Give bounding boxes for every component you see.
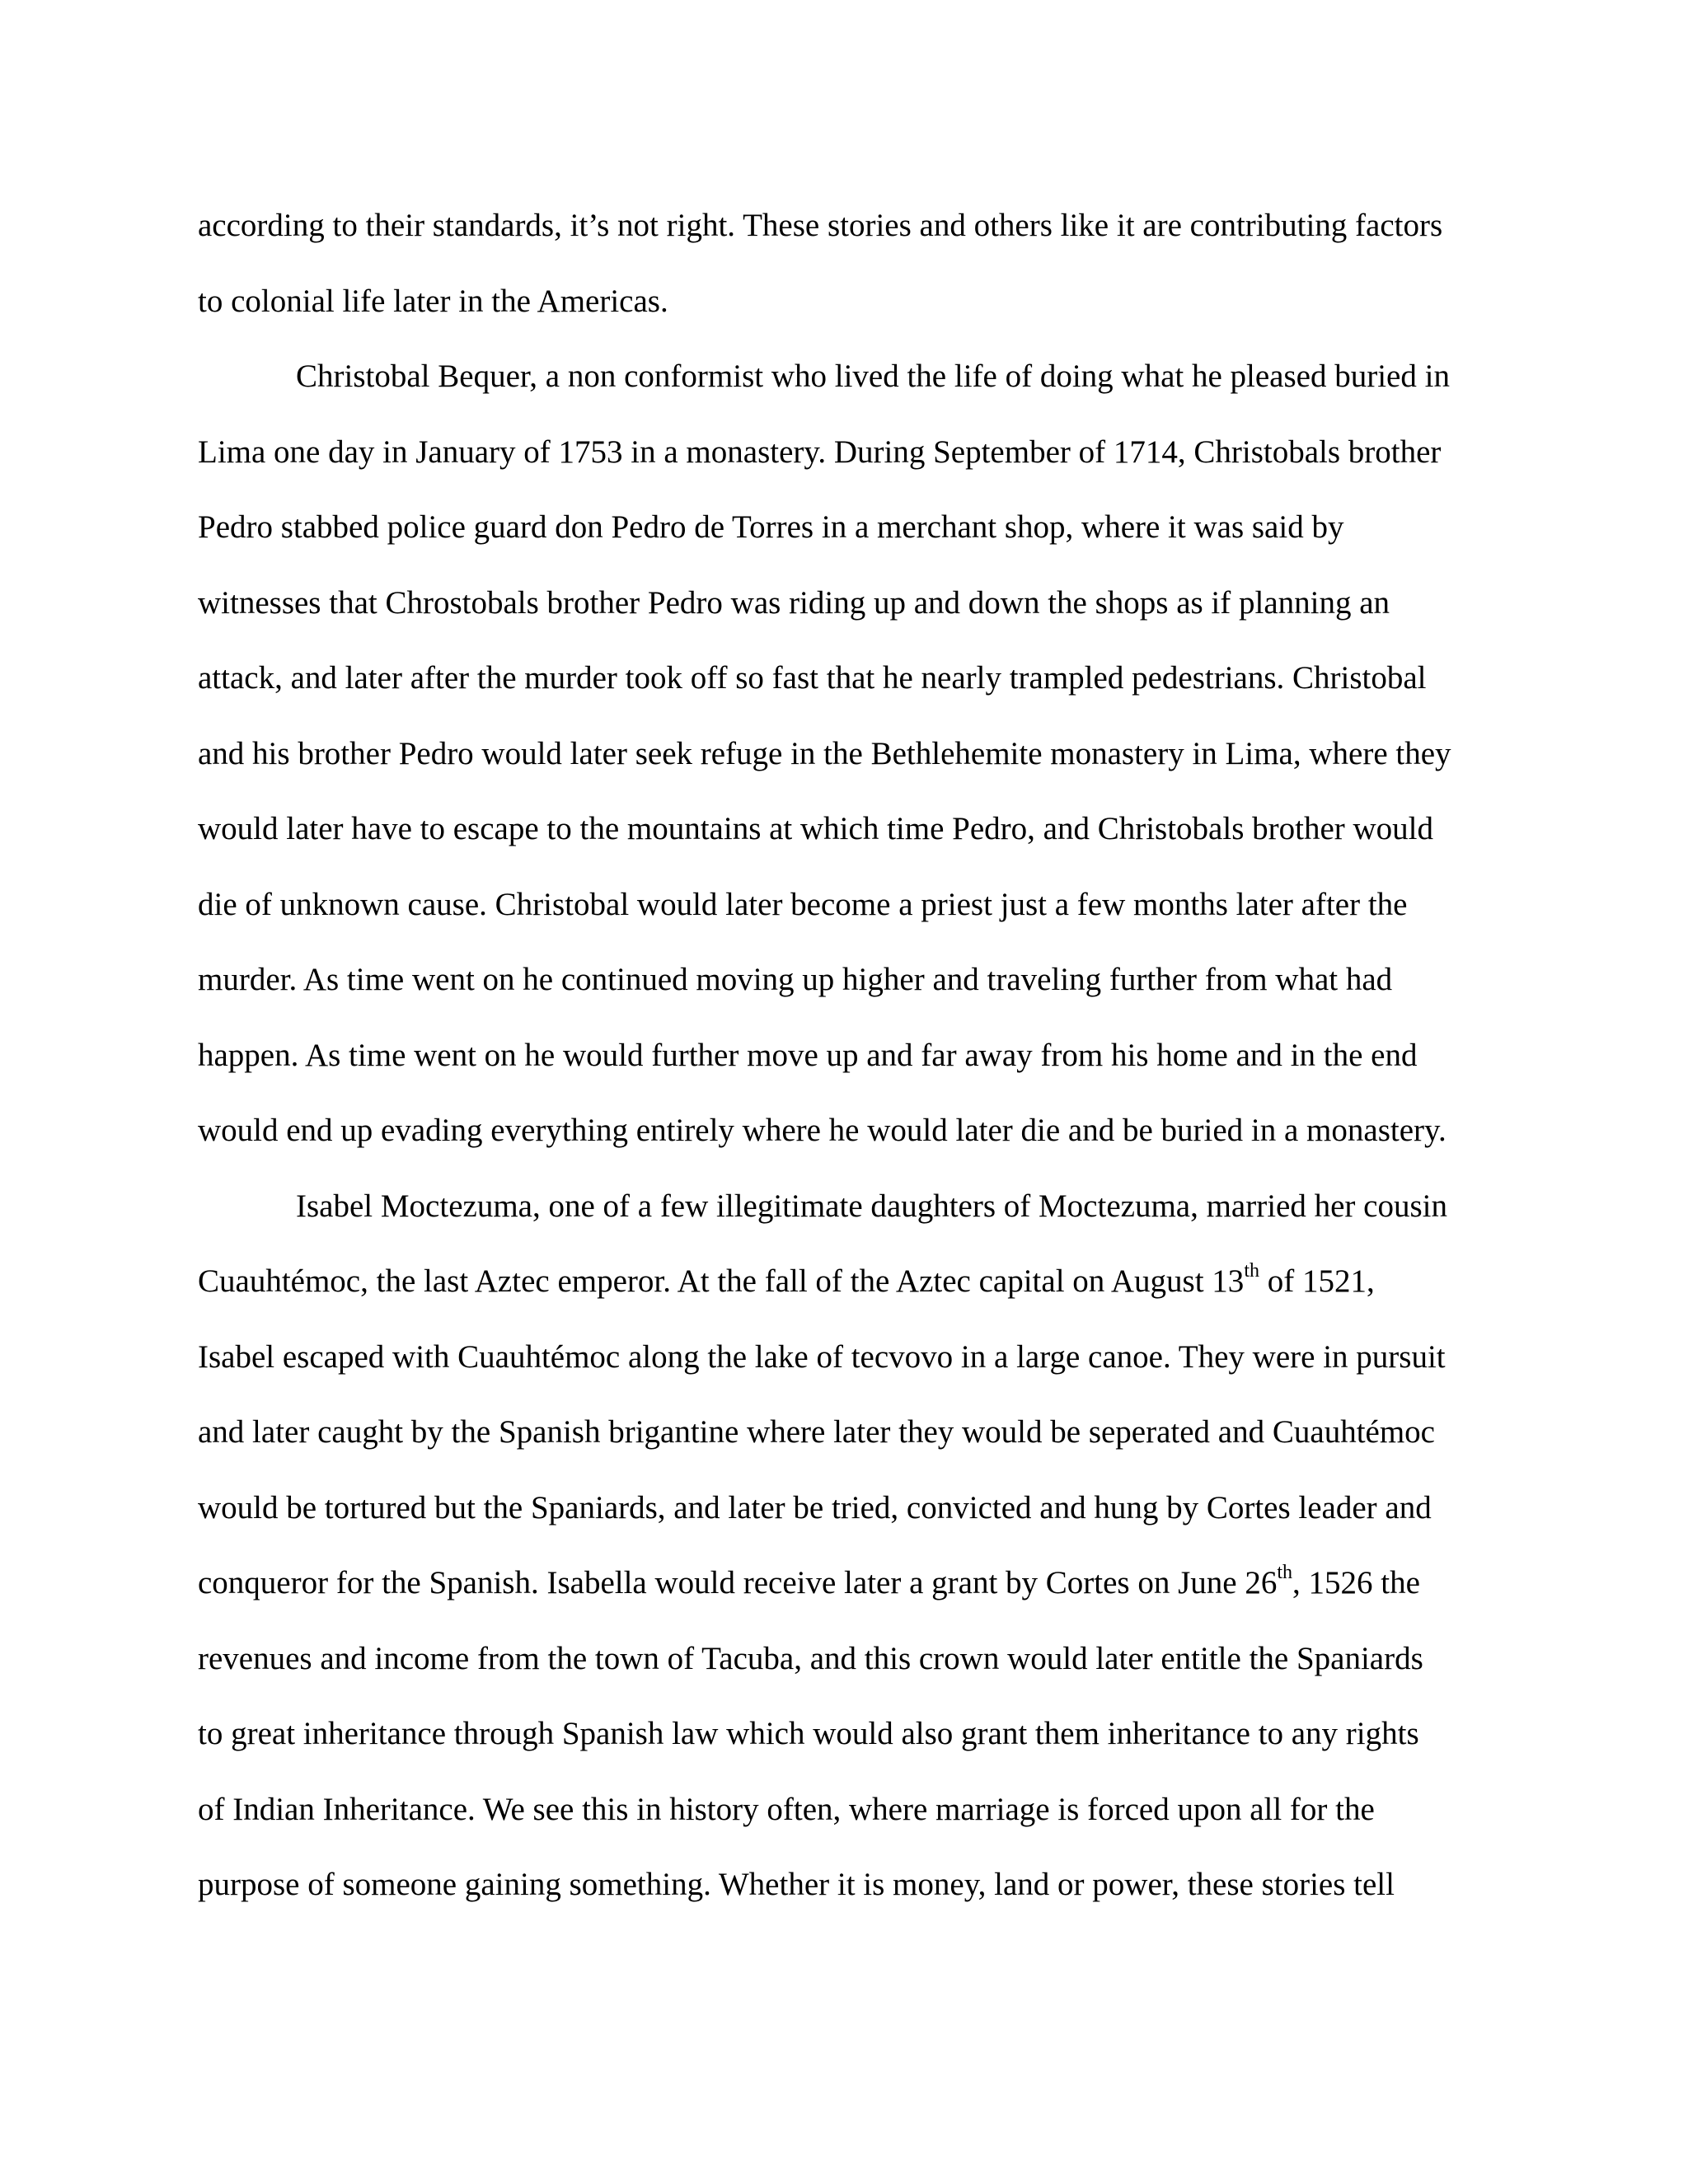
text-line: would later have to escape to the mountains at which time Pedro, and Christobals brother would (198, 811, 1433, 846)
body-text (198, 188, 1497, 1923)
text-line: and his brother Pedro would later seek refuge in the Bethlehemite monastery in Lima, where they (198, 735, 1451, 771)
ordinal-superscript: th (1244, 1260, 1259, 1282)
text-line: of Indian Inheritance. We see this in history often, where marriage is forced upon all for the (198, 1791, 1375, 1827)
text-segment: of 1521, (1259, 1263, 1375, 1299)
text-segment: Cuauhtémoc, the last Aztec emperor. At the fall of the Aztec capital on August 13 (198, 1263, 1245, 1299)
paragraph-start-line: Christobal Bequer, a non conformist who lived the life of doing what he pleased buried in (296, 359, 1450, 394)
text-line: attack, and later after the murder took off so fast that he nearly trampled pedestrians. Christobal (198, 660, 1427, 696)
text-line: Pedro stabbed police guard don Pedro de Torres in a merchant shop, where it was said by (198, 509, 1344, 545)
text-segment: conqueror for the Spanish. Isabella would receive later a grant by Cortes on June 26 (198, 1565, 1278, 1601)
text-line-with-superscript (198, 1244, 1497, 1319)
text-line-with-superscript (198, 1545, 1497, 1621)
paragraph-start-line: Isabel Moctezuma, one of a few illegitimate daughters of Moctezuma, married her cousin (296, 1188, 1447, 1224)
text-line: Lima one day in January of 1753 in a monastery. During September of 1714, Christobals brother (198, 434, 1442, 470)
text-line: die of unknown cause. Christobal would later become a priest just a few months later after the (198, 886, 1408, 922)
text-line: happen. As time went on he would further move up and far away from his home and in the end (198, 1037, 1418, 1073)
text-line: murder. As time went on he continued moving up higher and traveling further from what had (198, 962, 1393, 997)
text-line: witnesses that Chrostobals brother Pedro was riding up and down the shops as if planning an (198, 584, 1390, 621)
text-line: purpose of someone gaining something. Whether it is money, land or power, these stories tell (198, 1867, 1395, 1902)
text-line: to great inheritance through Spanish law which would also grant them inheritance to any rights (198, 1716, 1419, 1751)
text-line: would end up evading everything entirely where he would later die and be buried in a monastery. (198, 1113, 1447, 1148)
text-line: and later caught by the Spanish brigantine where later they would be seperated and Cuauhtémoc (198, 1414, 1435, 1450)
text-line: to colonial life later in the Americas. (198, 283, 668, 319)
text-segment: , 1526 the (1292, 1565, 1420, 1601)
text-line: according to their standards, it’s not right. These stories and others like it are contributing factors (198, 208, 1443, 243)
ordinal-superscript: th (1277, 1562, 1293, 1583)
text-line: would be tortured but the Spaniards, and later be tried, convicted and hung by Cortes leader and (198, 1489, 1432, 1526)
text-line: revenues and income from the town of Tacuba, and this crown would later entitle the Spaniards (198, 1640, 1423, 1676)
text-line: Isabel escaped with Cuauhtémoc along the lake of tecvovo in a large canoe. They were in pursuit (198, 1338, 1446, 1375)
